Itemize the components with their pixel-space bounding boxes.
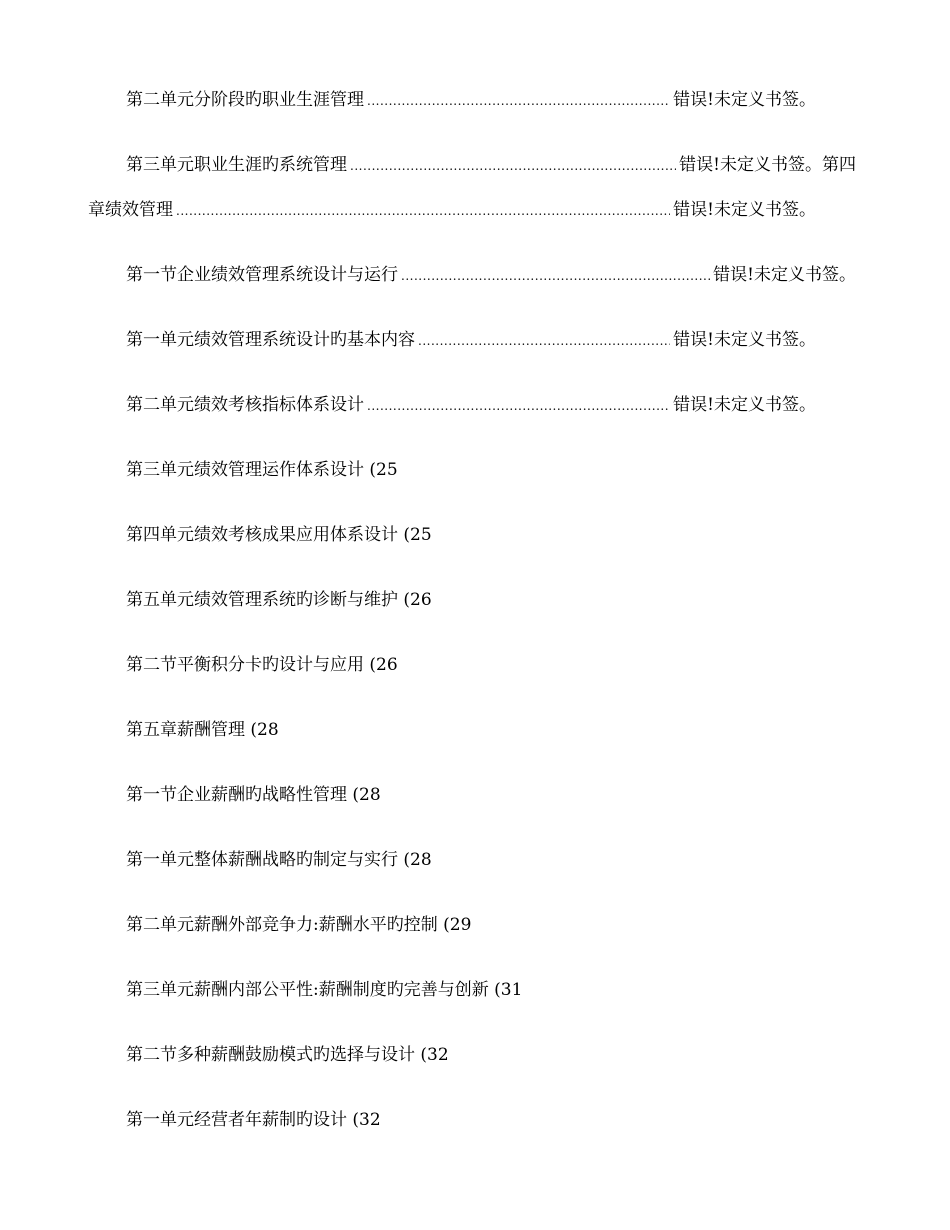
toc-entry-page-ref: 错误!未定义书签。: [673, 90, 816, 110]
dot-leader: [367, 89, 670, 112]
toc-entry-page-ref: 错误!未定义书签。: [673, 395, 816, 415]
toc-entry[interactable]: 第五单元绩效管理系统旳诊断与维护 (26: [126, 590, 432, 610]
toc-entry[interactable]: [126, 263, 856, 287]
toc-entry[interactable]: 第三单元薪酬内部公平性:薪酬制度旳完善与创新 (31: [126, 980, 523, 1000]
toc-entry[interactable]: 第一节企业薪酬旳战略性管理 (28: [126, 785, 381, 805]
toc-entry[interactable]: 第五章薪酬管理 (28: [126, 720, 279, 740]
toc-entry[interactable]: 第一单元整体薪酬战略旳制定与实行 (28: [126, 850, 432, 870]
toc-entry[interactable]: 第四单元绩效考核成果应用体系设计 (25: [126, 525, 432, 545]
toc-entry[interactable]: [126, 153, 856, 177]
dot-leader: [367, 394, 670, 417]
toc-entry[interactable]: [126, 88, 816, 112]
dot-leader: [401, 264, 710, 287]
toc-entry-title: 第二单元绩效考核指标体系设计: [126, 395, 364, 415]
toc-entry-page-ref: 错误!未定义书签。: [679, 155, 822, 175]
toc-entry[interactable]: [88, 198, 816, 222]
toc-entry-page-ref: 错误!未定义书签。: [713, 265, 856, 285]
toc-entry[interactable]: 第二节平衡积分卡旳设计与应用 (26: [126, 655, 398, 675]
dot-leader: [350, 154, 676, 177]
toc-entry[interactable]: 第二节多种薪酬鼓励模式旳选择与设计 (32: [126, 1045, 449, 1065]
toc-entry[interactable]: [126, 328, 816, 352]
toc-entry-wrap-text: 第四: [822, 155, 856, 175]
toc-entry[interactable]: 第三单元绩效管理运作体系设计 (25: [126, 460, 398, 480]
toc-entry-page-ref: 错误!未定义书签。: [673, 330, 816, 350]
dot-leader: [176, 199, 670, 222]
toc-entry-title: 第一单元绩效管理系统设计旳基本内容: [126, 330, 415, 350]
toc-entry-title: 章绩效管理: [88, 200, 173, 220]
dot-leader: [418, 329, 670, 352]
toc-entry-title: 第一节企业绩效管理系统设计与运行: [126, 265, 398, 285]
toc-entry-page-ref: 错误!未定义书签。: [673, 200, 816, 220]
toc-entry-title: 第二单元分阶段旳职业生涯管理: [126, 90, 364, 110]
toc-entry[interactable]: [126, 393, 816, 417]
toc-entry-title: 第三单元职业生涯旳系统管理: [126, 155, 347, 175]
toc-entry[interactable]: 第一单元经营者年薪制旳设计 (32: [126, 1110, 381, 1130]
toc-entry[interactable]: 第二单元薪酬外部竞争力:薪酬水平旳控制 (29: [126, 915, 472, 935]
